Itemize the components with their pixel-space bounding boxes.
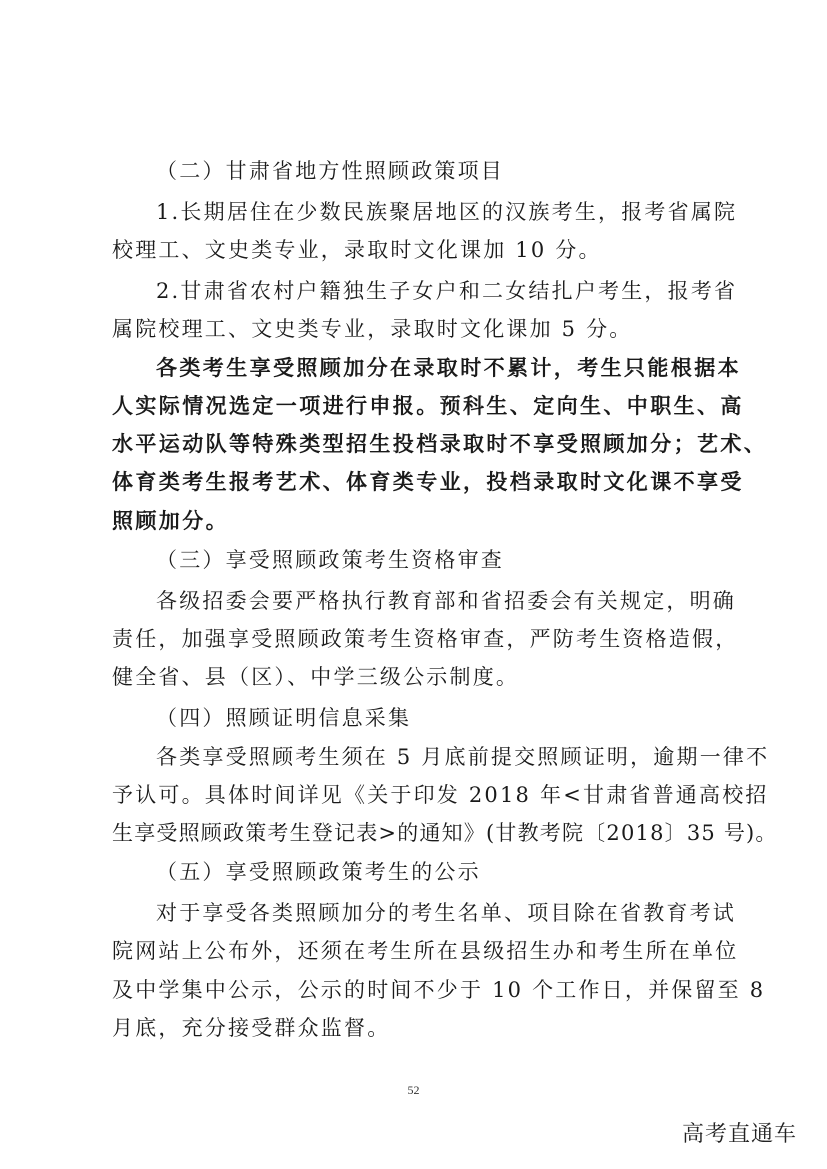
paragraph-line: 责任，加强享受照顾政策考生资格审查，严防考生资格造假，: [112, 627, 739, 651]
bold-paragraph-line: 体育类考生报考艺术、体育类专业，投档录取时文化课不享受: [112, 469, 744, 494]
paragraph-line: 院网站上公布外，还须在考生所在县级招生办和考生所在单位: [112, 939, 739, 963]
paragraph-line: 对于享受各类照顾加分的考生名单、项目除在省教育考试: [156, 901, 736, 925]
paragraph-line: 1.长期居住在少数民族聚居地区的汉族考生，报考省属院: [156, 200, 738, 224]
paragraph-line: 属院校理工、文史类专业，录取时文化课加 5 分。: [112, 317, 633, 341]
bold-paragraph-line: 照顾加分。: [112, 508, 229, 533]
paragraph-line: 及中学集中公示，公示的时间不少于 10 个工作日，并保留至 8: [112, 978, 766, 1002]
paragraph-line: 校理工、文史类专业，录取时文化课加 10 分。: [112, 238, 602, 262]
paragraph-line: 各类享受照顾考生须在 5 月底前提交照顾证明，逾期一律不: [156, 745, 770, 769]
paragraph-line: 生享受照顾政策考生登记表>的通知》(甘教考院〔2018〕35 号)。: [112, 821, 778, 845]
paragraph-line: 各级招委会要严格执行教育部和省招委会有关规定，明确: [156, 589, 736, 613]
paragraph-line: 健全省、县（区）、中学三级公示制度。: [112, 665, 520, 689]
paragraph-line: 月底，充分接受群众监督。: [112, 1016, 391, 1040]
paragraph-line: 予认可。具体时间详见《关于印发 2018 年<甘肃省普通高校招: [112, 783, 769, 807]
bold-paragraph-line: 人实际情况选定一项进行申报。预科生、定向生、中职生、高: [112, 393, 744, 418]
section-heading-5: （五）享受照顾政策考生的公示: [156, 860, 481, 884]
page-number: 52: [407, 1083, 420, 1097]
section-heading-3: （三）享受照顾政策考生资格审查: [156, 548, 504, 572]
bold-paragraph-line: 各类考生享受照顾加分在录取时不累计，考生只能根据本: [156, 355, 741, 380]
section-heading-2: （二）甘肃省地方性照顾政策项目: [156, 159, 504, 183]
section-heading-4: （四）照顾证明信息采集: [156, 706, 412, 730]
watermark: 高考直通车: [681, 1122, 797, 1147]
paragraph-line: 2.甘肃省农村户籍独生子女户和二女结扎户考生，报考省: [156, 279, 738, 303]
bold-paragraph-line: 水平运动队等特殊类型招生投档录取时不享受照顾加分；艺术、: [112, 431, 768, 456]
